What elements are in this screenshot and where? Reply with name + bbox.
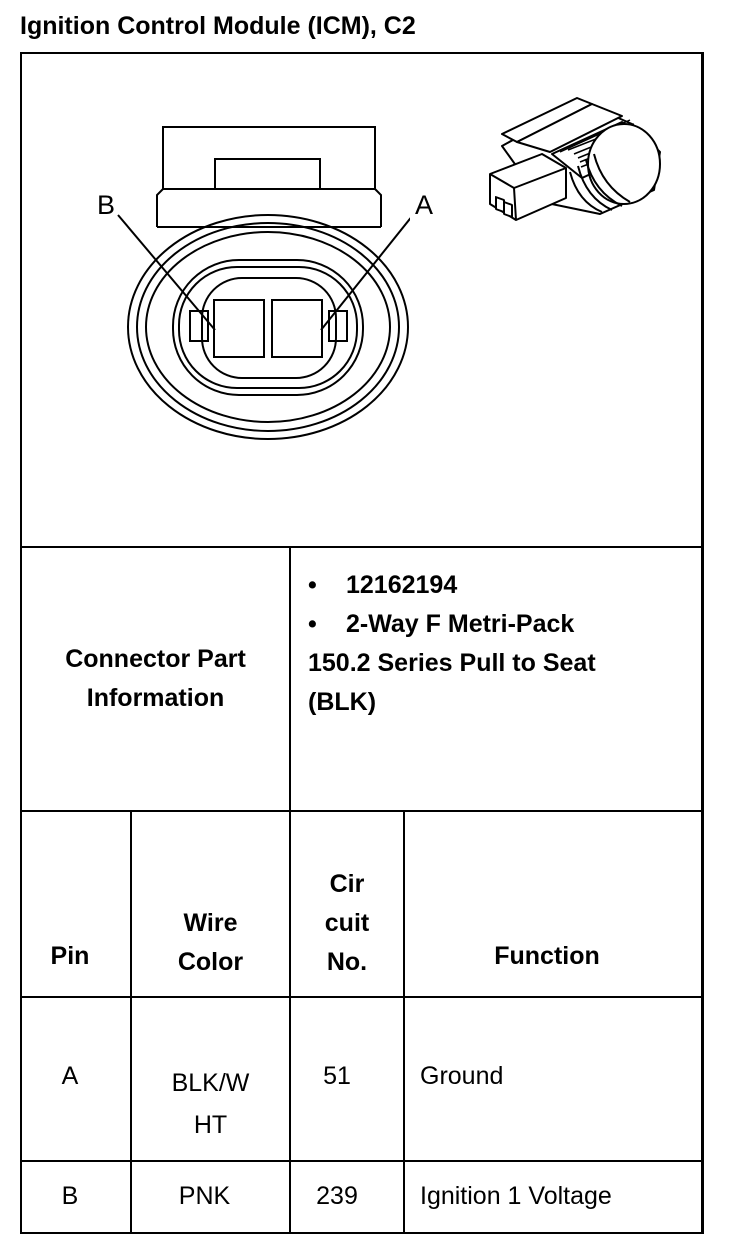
divider	[403, 810, 405, 1234]
connector-face-diagram	[110, 115, 410, 445]
page-title: Ignition Control Module (ICM), C2	[20, 12, 416, 40]
part-number-item	[308, 566, 596, 605]
row-b-wire-color: PNK	[178, 1182, 231, 1210]
connector-isometric-image	[482, 94, 667, 234]
divider	[20, 996, 704, 998]
bullet-icon: •	[308, 610, 317, 638]
row-b-function: Ignition 1 Voltage	[420, 1182, 612, 1210]
header-pin: Pin	[50, 942, 90, 970]
row-b-pin: B	[61, 1182, 79, 1210]
row-b-circuit: 239	[316, 1182, 358, 1210]
divider	[130, 810, 132, 1234]
bullet-icon: •	[308, 571, 317, 599]
header-circuit-number: Cir cuit No.	[324, 870, 370, 976]
divider	[20, 1160, 704, 1162]
divider	[20, 546, 704, 548]
pin-label-b: B	[97, 190, 116, 220]
connector-type: 2-Way F Metri-Pack	[346, 610, 575, 638]
row-a-pin: A	[61, 1062, 79, 1090]
pin-label-a: A	[415, 190, 434, 220]
connector-type-item	[308, 605, 596, 644]
row-a-circuit: 51	[323, 1062, 351, 1090]
header-function: Function	[494, 942, 600, 970]
row-a-wire-color: BLK/W HT	[171, 1069, 250, 1139]
header-wire-color: Wire Color	[177, 909, 244, 976]
part-number: 12162194	[346, 571, 458, 599]
connector-part-label-line2: Information	[86, 684, 225, 712]
connector-part-details	[308, 566, 596, 722]
connector-part-label	[22, 640, 289, 718]
connector-part-label-line1: Connector Part	[65, 645, 246, 673]
divider	[20, 810, 704, 812]
row-a-function: Ground	[420, 1062, 504, 1090]
connector-type-continuation: 150.2 Series Pull to Seat	[308, 649, 596, 677]
connector-color: (BLK)	[308, 688, 377, 716]
